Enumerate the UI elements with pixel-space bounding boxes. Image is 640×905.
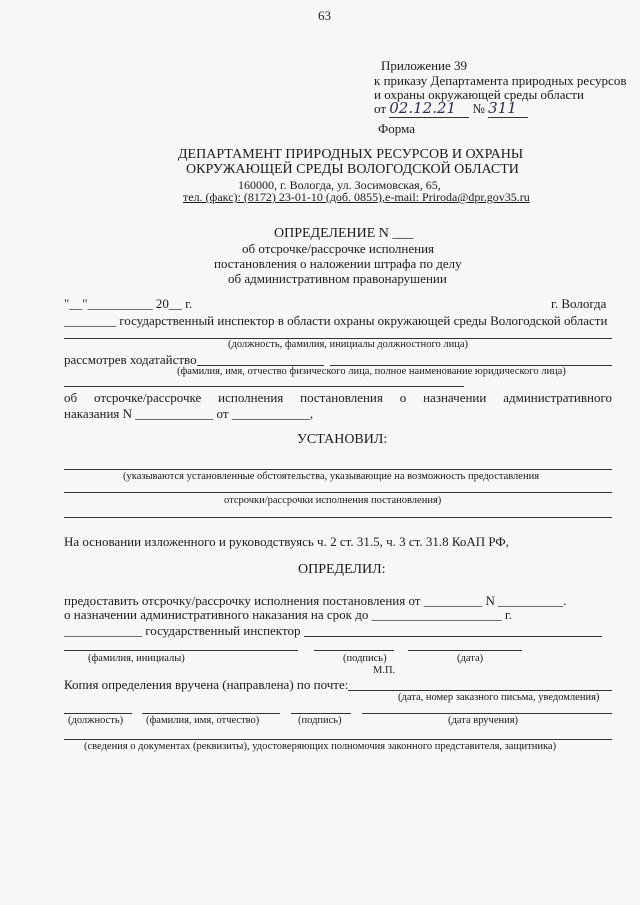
document-date: "__"__________ 20__ г. (64, 296, 193, 311)
title-line-3: постановления о наложении штрафа по делу (214, 256, 462, 271)
deferral-line (64, 390, 612, 406)
deferral-word: административного (503, 390, 612, 405)
documents-blank (64, 739, 612, 740)
state-inspector-line: ____________ государственный инспектор (64, 623, 301, 638)
term-line: о назначении административного наказания на срок до ____________________ г. (64, 607, 512, 622)
caption-documents: (сведения о документах (реквизиты), удостоверяющих полномочия законного представителя, защитника) (84, 741, 557, 752)
date-blank (408, 650, 522, 651)
caption-mail: (дата, номер заказного письма, уведомления) (398, 692, 600, 703)
copy-line: Копия определения вручена (направлена) по почте: (64, 677, 349, 692)
caption-receipt-signature: (подпись) (298, 715, 342, 726)
department-contacts: тел. (факс): (8172) 23-01-10 (доб. 0855),e-mail: Priroda@dpr.gov35.ru (183, 190, 530, 204)
mail-blank (348, 690, 612, 691)
appendix-number-prefix: № (472, 101, 485, 116)
basis-text: На основании изложенного и руководствуясь ч. 2 ст. 31.5, ч. 3 ст. 31.8 КоАП РФ, (64, 534, 509, 549)
deferral-word: о (399, 390, 407, 405)
appendix-line-1: Приложение 39 (381, 58, 468, 73)
handwritten-date: 02.12.21 (389, 99, 469, 118)
grant-line: предоставить отсрочку/рассрочку исполнения постановления от _________ N __________. (64, 593, 567, 608)
deferral-word: постановления (300, 390, 383, 405)
title-line-2: об отсрочке/рассрочке исполнения (242, 241, 435, 256)
appendix-line-3: и охраны окружающей среды области (374, 87, 584, 102)
appendix-date-prefix: от (374, 101, 387, 116)
considered-label: рассмотрев ходатайство (64, 352, 197, 367)
deferral-word: об (64, 390, 78, 405)
caption-date: (дата) (457, 653, 484, 664)
applicant-blank-3 (64, 386, 464, 387)
name-blank (64, 650, 298, 651)
signature-blank (314, 650, 394, 651)
department-address: 160000, г. Вологда, ул. Зосимовская, 65, (238, 178, 441, 192)
seal-mark: М.П. (373, 665, 396, 676)
circumstances-blank-3 (64, 517, 612, 518)
caption-deferral: отсрочки/рассрочки исполнения постановления) (224, 495, 442, 506)
city: г. Вологда (551, 296, 607, 311)
deferral-word: назначении (423, 390, 487, 405)
caption-receipt-position: (должность) (68, 715, 124, 726)
caption-name: (фамилия, инициалы) (88, 653, 185, 664)
page-number: 63 (318, 8, 331, 23)
receipt-position-blank (64, 713, 132, 714)
deferral-word: отсрочке/рассрочке (93, 390, 202, 405)
receipt-date-blank (362, 713, 612, 714)
title-line-4: об административном правонарушении (228, 271, 447, 286)
appendix-line-4 (374, 99, 528, 118)
penalty-line: наказания N ____________ от ____________, (64, 406, 314, 421)
caption-signature: (подпись) (343, 653, 387, 664)
appendix-line-2: к приказу Департамента природных ресурсов (374, 73, 627, 88)
caption-official: (должность, фамилия, инициалы должностного лица) (228, 339, 469, 350)
caption-circumstances: (указываются установленные обстоятельства, указывающие на возможность предоставления (123, 471, 540, 482)
handwritten-number: 311 (488, 99, 528, 118)
inspector-line: ________ государственный инспектор в области охраны окружающей среды Вологодской области (64, 313, 608, 328)
form-label: Форма (378, 121, 415, 136)
deferral-word: исполнения (218, 390, 284, 405)
circumstances-blank-1 (64, 469, 612, 470)
caption-receipt-fio: (фамилия, имя, отчество) (146, 715, 260, 726)
department-name-line-1: ДЕПАРТАМЕНТ ПРИРОДНЫХ РЕСУРСОВ И ОХРАНЫ (178, 147, 524, 162)
circumstances-blank-2 (64, 492, 612, 493)
receipt-signature-blank (291, 713, 351, 714)
caption-applicant: (фамилия, имя, отчество физического лица, полное наименование юридического лица) (177, 366, 566, 377)
established-heading: УСТАНОВИЛ: (297, 432, 388, 447)
title-line-1: ОПРЕДЕЛЕНИЕ N ___ (274, 226, 414, 241)
department-name-line-2: ОКРУЖАЮЩЕЙ СРЕДЫ ВОЛОГОДСКОЙ ОБЛАСТИ (186, 162, 519, 177)
receipt-fio-blank (142, 713, 280, 714)
inspector-blank (304, 636, 602, 637)
caption-receipt-date: (дата вручения) (448, 715, 519, 726)
determined-heading: ОПРЕДЕЛИЛ: (298, 562, 386, 577)
